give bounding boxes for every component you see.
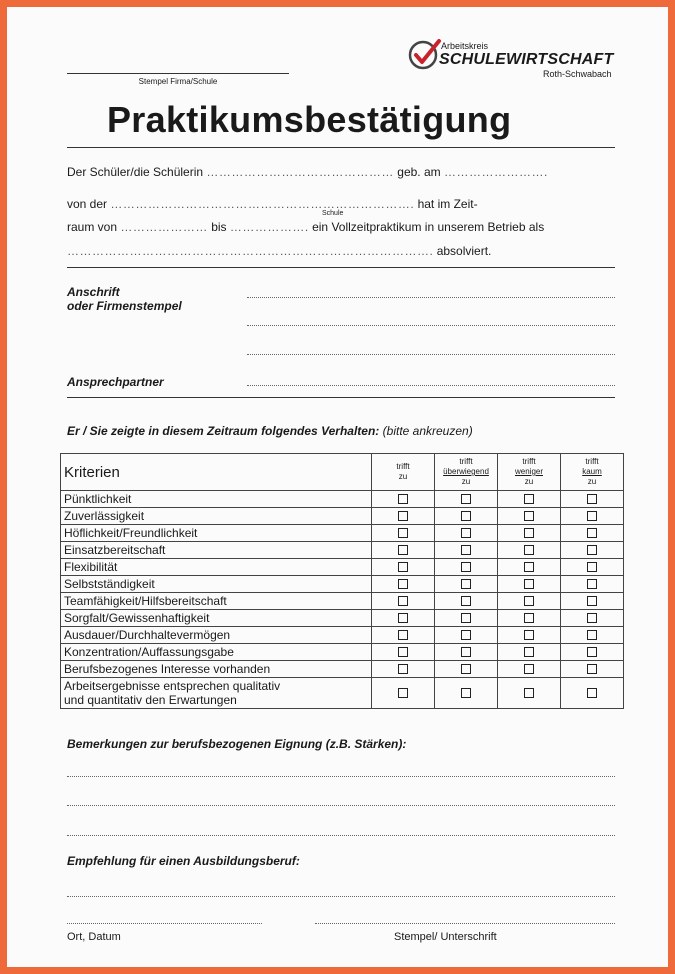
logo-main-text: SCHULEWIRTSCHAFT [439,51,614,68]
criteria-label: Teamfähigkeit/Hilfsbereitschaft [61,593,372,610]
checkbox-cell [372,525,435,542]
title-rule [67,147,615,148]
checkbox-cell [435,661,498,678]
birthdate-label: geb. am [397,165,441,179]
signature-field[interactable] [315,913,615,924]
student-label: Der Schüler/die Schülerin [67,165,204,179]
table-row [61,661,624,678]
col-header-trifft-zu: trifft zu [372,454,435,491]
checkbox-cell [372,576,435,593]
stamp-label: Stempel Firma/Schule [138,77,218,86]
checkbox[interactable] [524,579,534,589]
checkbox[interactable] [587,664,597,674]
remarks-field-2[interactable] [67,793,615,806]
behaviour-prompt-hint: (bitte ankreuzen) [382,424,473,438]
checkbox-cell [561,491,624,508]
checkbox[interactable] [461,647,471,657]
checkbox-cell [561,610,624,627]
checkbox[interactable] [587,562,597,572]
school-field[interactable]: ………………………………………………………………. [110,197,415,211]
criteria-label: Einsatzbereitschaft [61,542,372,559]
logo-sub-text: Roth-Schwabach [543,69,612,79]
checkbox-cell [372,542,435,559]
checkbox[interactable] [461,562,471,572]
place-date-label: Ort, Datum [67,931,121,943]
checkbox-cell [372,491,435,508]
checkbox[interactable] [461,688,471,698]
intro-rule [67,267,615,268]
checkbox-cell [435,542,498,559]
student-name-field[interactable]: ……………………………………… [206,165,394,179]
checkbox-cell [561,508,624,525]
checkbox-cell [435,593,498,610]
stamp-line [67,73,289,74]
checkbox[interactable] [587,596,597,606]
table-row [61,627,624,644]
checkbox-cell [498,627,561,644]
criteria-table [60,453,624,709]
signature-label: Stempel/ Unterschrift [394,931,497,943]
from-label: raum von [67,220,118,234]
page-title: Praktikumsbestätigung [107,99,512,140]
checkbox[interactable] [524,545,534,555]
recommendation-label: Empfehlung für einen Ausbildungsberuf: [67,854,300,868]
recommendation-field[interactable] [67,884,615,897]
checkbox[interactable] [461,494,471,504]
checkbox[interactable] [461,664,471,674]
contact-label: Ansprechpartner [67,375,164,389]
contact-field[interactable] [247,373,615,386]
checkbox[interactable] [587,494,597,504]
checkbox[interactable] [524,511,534,521]
col-header-trifft-weniger: trifft weniger zu [498,454,561,491]
checkbox[interactable] [461,630,471,640]
checkbox[interactable] [587,630,597,640]
table-row [61,610,624,627]
checkbox-cell [372,559,435,576]
checkbox[interactable] [461,545,471,555]
until-date-field[interactable]: ………………. [229,220,309,234]
criteria-header: Kriterien [61,454,372,491]
checkbox-cell [498,661,561,678]
table-row [61,576,624,593]
checkbox-cell [498,644,561,661]
checkbox-cell [372,593,435,610]
checkbox-cell [372,508,435,525]
table-row [61,525,624,542]
checkbox[interactable] [524,647,534,657]
checkbox[interactable] [524,528,534,538]
until-label: bis [211,220,227,234]
intro-line-2 [67,197,478,211]
logo-small-text: Arbeitskreis [441,41,489,51]
checkbox-cell [435,576,498,593]
school-prefix-label: von der [67,197,108,211]
checkbox[interactable] [524,688,534,698]
checkbox[interactable] [524,630,534,640]
checkbox-cell [435,525,498,542]
criteria-label-line-1: Arbeitsergebnisse entsprechen qualitativ [64,679,281,693]
checkbox[interactable] [524,664,534,674]
checkbox[interactable] [461,511,471,521]
table-header-row [61,454,624,491]
checkbox[interactable] [524,596,534,606]
address-field-2[interactable] [247,313,615,326]
checkbox-cell [498,610,561,627]
checkbox[interactable] [461,579,471,589]
checkbox[interactable] [587,511,597,521]
checkbox[interactable] [461,596,471,606]
checkbox-cell [435,610,498,627]
checkbox-cell [561,542,624,559]
checkbox-cell [372,627,435,644]
checkbox-cell [498,525,561,542]
checkbox[interactable] [398,494,408,504]
criteria-label: Ausdauer/Durchhaltevermögen [61,627,372,644]
criteria-label: Zuverlässigkeit [61,508,372,525]
checkbox[interactable] [587,545,597,555]
table-row [61,542,624,559]
checkbox-cell [435,559,498,576]
behaviour-prompt-bold: Er / Sie zeigte in diesem Zeitraum folgendes Verhalten: [67,424,380,438]
checkbox[interactable] [398,630,408,640]
table-row [61,593,624,610]
remarks-field-1[interactable] [67,764,615,777]
checkbox[interactable] [524,494,534,504]
checkbox-cell [498,542,561,559]
behaviour-prompt [67,424,473,438]
criteria-body [61,491,624,678]
checkbox[interactable] [398,511,408,521]
checkbox-cell [498,508,561,525]
checkbox[interactable] [461,528,471,538]
checkbox-cell [561,525,624,542]
period-label: hat im Zeit- [417,197,478,211]
address-field-3[interactable] [247,342,615,355]
address-label [67,285,182,313]
table-row [61,491,624,508]
checkbox-cell [372,661,435,678]
checkbox[interactable] [587,688,597,698]
checkbox[interactable] [587,647,597,657]
from-date-field[interactable]: ………………… [120,220,208,234]
birthdate-field[interactable]: ……………………. [443,165,548,179]
address-field-1[interactable] [247,285,615,298]
document-page [7,7,668,967]
checkbox[interactable] [398,528,408,538]
table-row [61,559,624,576]
checkbox[interactable] [398,647,408,657]
table-row [61,678,624,709]
criteria-label-line-2: und quantitativ den Erwartungen [64,693,237,707]
remarks-label: Bemerkungen zur berufsbezogenen Eignung (z.B. Stärken): [67,737,407,751]
checkbox[interactable] [398,613,408,623]
criteria-label: Höflichkeit/Freundlichkeit [61,525,372,542]
col-header-trifft-kaum: trifft kaum zu [561,454,624,491]
criteria-label: Konzentration/Auffassungsgabe [61,644,372,661]
criteria-label [61,678,372,709]
checkbox-cell [561,593,624,610]
checkbox-cell [561,661,624,678]
checkbox[interactable] [524,613,534,623]
checkbox-cell [561,576,624,593]
checkbox-cell [561,559,624,576]
checkbox[interactable] [587,613,597,623]
checkbox-cell [435,491,498,508]
table-row [61,508,624,525]
checkbox[interactable] [587,528,597,538]
checkbox[interactable] [398,562,408,572]
remarks-field-3[interactable] [67,823,615,836]
place-date-field[interactable] [67,913,262,924]
internship-text: ein Vollzeitpraktikum in unserem Betrieb als [312,220,545,234]
checkbox-cell [498,559,561,576]
checkbox-cell [561,644,624,661]
checkbox[interactable] [398,545,408,555]
checkbox-cell [435,644,498,661]
checkbox[interactable] [398,688,408,698]
address-label-line-1: Anschrift [67,285,120,299]
criteria-label: Flexibilität [61,559,372,576]
table-row [61,644,624,661]
criteria-label: Selbstständigkeit [61,576,372,593]
checkbox-cell [435,508,498,525]
checkbox-cell [435,627,498,644]
checkbox[interactable] [398,664,408,674]
col-header-trifft-ueberwiegend: trifft überwiegend zu [435,454,498,491]
criteria-label: Berufsbezogenes Interesse vorhanden [61,661,372,678]
checkbox-cell [561,627,624,644]
checkbox-cell [498,593,561,610]
checkbox[interactable] [398,596,408,606]
intro-line-1 [67,165,548,179]
logo-check-icon [407,37,443,73]
checkbox-cell [498,576,561,593]
intro-line-3 [67,220,544,234]
intro-line-4 [67,244,491,258]
school-caption: Schule [322,210,344,217]
checkbox[interactable] [461,613,471,623]
completed-label: absolviert. [436,244,492,258]
checkbox[interactable] [587,579,597,589]
checkbox-cell [498,491,561,508]
checkbox-cell [372,610,435,627]
address-label-line-2: oder Firmenstempel [67,299,182,313]
checkbox-cell [372,644,435,661]
criteria-label: Sorgfalt/Gewissenhaftigkeit [61,610,372,627]
criteria-label: Pünktlichkeit [61,491,372,508]
checkbox[interactable] [398,579,408,589]
position-field[interactable]: ……………………………………………………………………………. [67,244,434,258]
checkbox[interactable] [524,562,534,572]
address-rule [67,397,615,398]
